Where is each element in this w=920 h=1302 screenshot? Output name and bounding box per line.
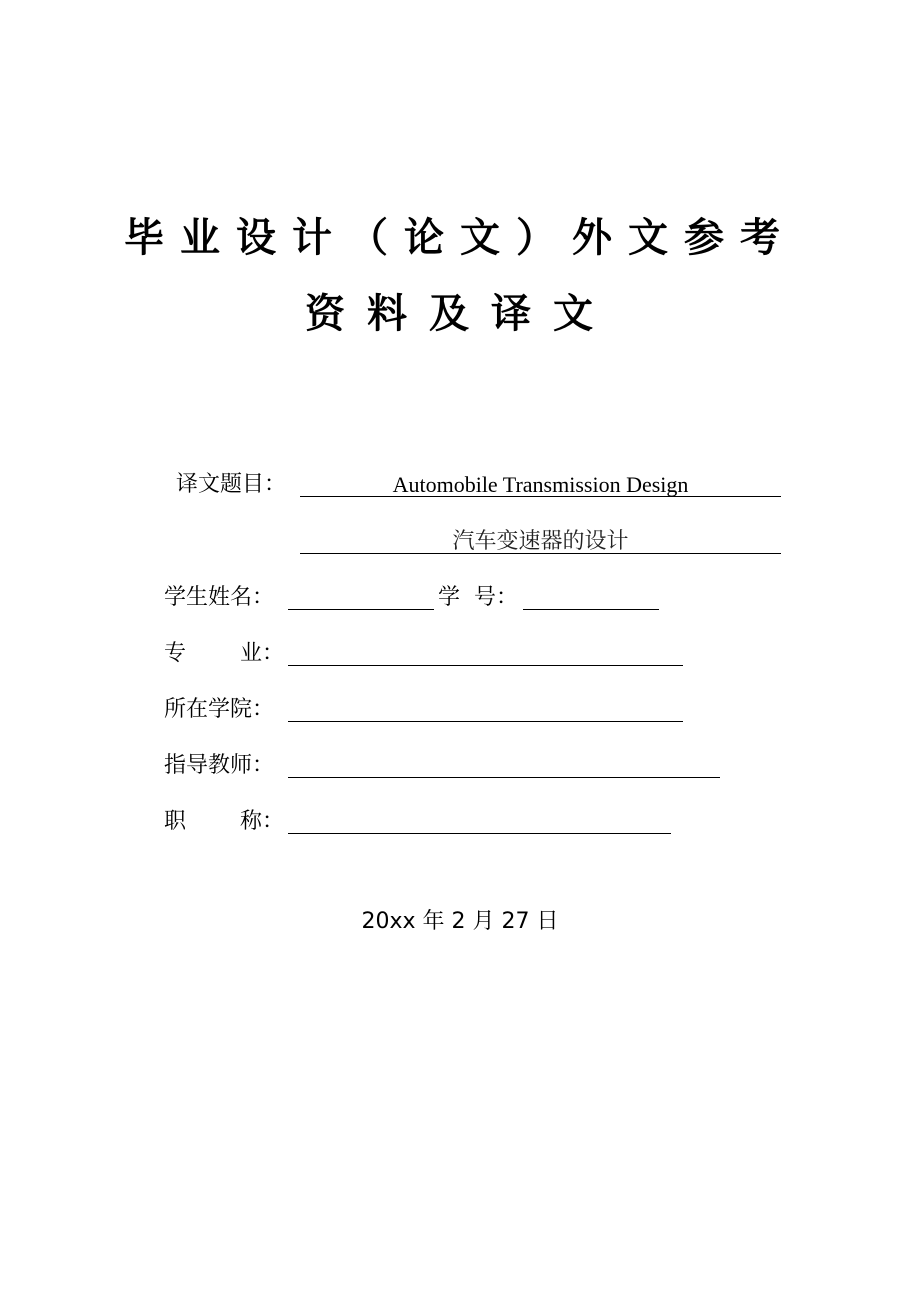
- document-date: 20xx 年 2 月 27 日: [361, 909, 559, 934]
- student-id-label-suffix: 号：: [474, 585, 519, 610]
- document-title-line-2: 资料及译文: [305, 290, 615, 337]
- topic-english: Automobile Transmission Design: [392, 472, 689, 497]
- document-title-line-1: 毕业设计（论文）外文参考: [124, 214, 796, 261]
- student-name-label: 学生姓名：: [164, 585, 275, 610]
- title-rank-field[interactable]: [288, 833, 671, 834]
- major-label-suffix: 业：: [239, 641, 284, 666]
- advisor-label: 指导教师：: [164, 753, 275, 778]
- topic-label: 译文题目：: [176, 472, 287, 497]
- student-name-field[interactable]: [288, 609, 434, 610]
- title-rank-label: [164, 807, 284, 837]
- title-rank-label-char: 职: [164, 809, 187, 834]
- major-field[interactable]: [288, 665, 683, 666]
- college-field[interactable]: [288, 721, 683, 722]
- major-label-char: 专: [164, 641, 187, 666]
- major-label: [164, 639, 284, 669]
- title-rank-label-suffix: 称：: [239, 809, 284, 834]
- student-id-field[interactable]: [523, 609, 659, 610]
- student-id-label-char: 学: [438, 585, 461, 610]
- advisor-field[interactable]: [288, 777, 720, 778]
- topic-chinese: 汽车变速器的设计: [452, 529, 629, 554]
- college-label: 所在学院：: [164, 697, 275, 722]
- student-id-label: [438, 583, 518, 613]
